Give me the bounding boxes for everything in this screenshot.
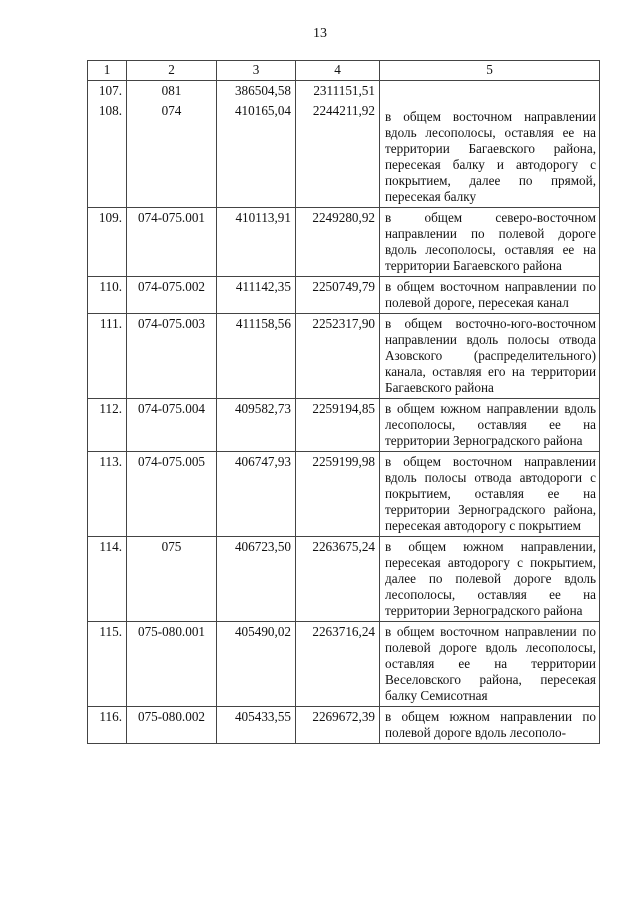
coord-x: 405490,02	[217, 622, 296, 707]
coord-y: 2249280,92	[296, 208, 380, 277]
coord-y: 2250749,79	[296, 277, 380, 314]
description: в общем южном направлении, пересекая автодорогу с покрытием, далее по полевой дороге вдоль лесополосы, оставляя ее на территории Зерноградского района	[380, 537, 600, 622]
table-row	[88, 622, 600, 707]
description: в общем южном направлении по полевой дороге вдоль лесополо-	[380, 707, 600, 744]
description: в общем восточном направлении по полевой дороге вдоль лесополосы, оставляя ее на территории Веселовского района, пересекая балку Семисотная	[380, 622, 600, 707]
coord-x: 405433,55	[217, 707, 296, 744]
header-cell: 5	[380, 61, 600, 81]
coord-y: 2263716,24	[296, 622, 380, 707]
table-header-row	[88, 61, 600, 81]
point-id: 075-080.001	[127, 622, 217, 707]
page-number: 13	[313, 26, 327, 41]
point-id: 074-075.004	[127, 399, 217, 452]
point-id: 074-075.002	[127, 277, 217, 314]
coord-x: 411142,35	[217, 277, 296, 314]
coord-y: 2252317,90	[296, 314, 380, 399]
table-row	[88, 81, 600, 102]
point-id: 075	[127, 537, 217, 622]
coord-x: 411158,56	[217, 314, 296, 399]
header-cell: 4	[296, 61, 380, 81]
row-number: 114.	[88, 537, 127, 622]
coord-y: 2311151,51	[296, 81, 380, 102]
coord-x: 406723,50	[217, 537, 296, 622]
coord-x: 386504,58	[217, 81, 296, 102]
table-row	[88, 537, 600, 622]
description: в общем южном направлении вдоль лесополосы, оставляя ее на территории Зерноградского района	[380, 399, 600, 452]
row-number: 116.	[88, 707, 127, 744]
table-row	[88, 452, 600, 537]
description: в общем восточном направлении вдоль полосы отвода автодороги с покрытием, оставляя ее на территории Зерноградского района, пересекая автодорогу с покрытием	[380, 452, 600, 537]
coordinates-table	[87, 60, 600, 744]
point-id: 075-080.002	[127, 707, 217, 744]
row-number: 108.	[88, 101, 127, 208]
coord-y: 2269672,39	[296, 707, 380, 744]
header-cell: 2	[127, 61, 217, 81]
coord-y: 2244211,92	[296, 101, 380, 208]
table-row	[88, 277, 600, 314]
coord-x: 409582,73	[217, 399, 296, 452]
point-id: 074-075.001	[127, 208, 217, 277]
coord-y: 2259199,98	[296, 452, 380, 537]
coord-y: 2263675,24	[296, 537, 380, 622]
header-cell: 1	[88, 61, 127, 81]
coord-x: 410113,91	[217, 208, 296, 277]
table-row	[88, 101, 600, 208]
row-number: 109.	[88, 208, 127, 277]
description: в общем северо-восточном направлении по полевой дороге вдоль лесополосы, оставляя ее на территории Багаевского района	[380, 208, 600, 277]
description: в общем восточном направлении вдоль лесополосы, оставляя ее на территории Багаевского района, пересекая балку и автодорогу с покрытием, далее по прямой, пересекая балку	[380, 101, 600, 208]
coord-x: 406747,93	[217, 452, 296, 537]
point-id: 081	[127, 81, 217, 102]
table-row	[88, 208, 600, 277]
row-number: 110.	[88, 277, 127, 314]
table-row	[88, 707, 600, 744]
point-id: 074	[127, 101, 217, 208]
row-number: 112.	[88, 399, 127, 452]
description	[380, 81, 600, 102]
row-number: 111.	[88, 314, 127, 399]
coord-y: 2259194,85	[296, 399, 380, 452]
coord-x: 410165,04	[217, 101, 296, 208]
header-cell: 3	[217, 61, 296, 81]
point-id: 074-075.003	[127, 314, 217, 399]
row-number: 115.	[88, 622, 127, 707]
row-number: 113.	[88, 452, 127, 537]
table-row	[88, 314, 600, 399]
point-id: 074-075.005	[127, 452, 217, 537]
row-number: 107.	[88, 81, 127, 102]
description: в общем восточном направлении по полевой дороге, пересекая канал	[380, 277, 600, 314]
table-row	[88, 399, 600, 452]
description: в общем восточно-юго-восточном направлении вдоль полосы отвода Азовского (распределительного) канала, оставляя его на территории Багаевского района	[380, 314, 600, 399]
